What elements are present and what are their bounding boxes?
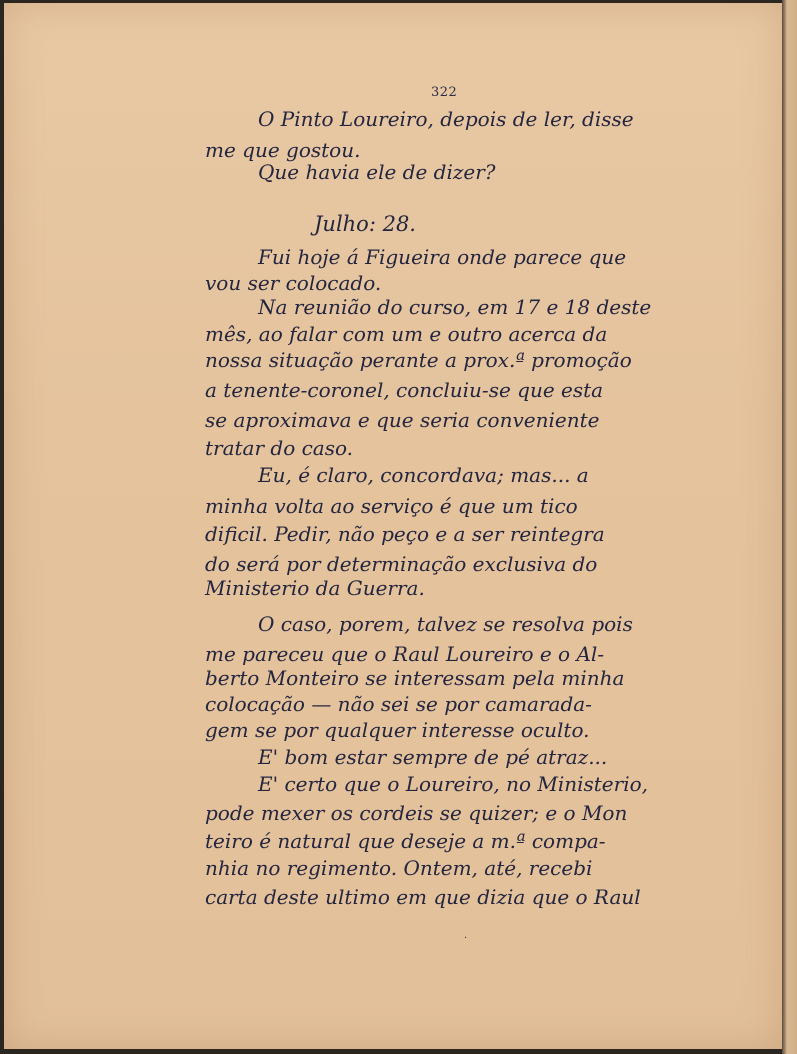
text-line: teiro é natural que deseje a m.ª compa- xyxy=(205,829,606,853)
text-line: O Pinto Loureiro, depois de ler, disse xyxy=(258,107,634,131)
text-line: vou ser colocado. xyxy=(205,271,382,295)
text-line: Eu, é claro, concordava; mas... a xyxy=(258,463,589,487)
text-line: carta deste ultimo em que dizia que o Raul xyxy=(205,885,641,909)
page-edge xyxy=(782,0,797,1054)
text-line: pode mexer os cordeis se quizer; e o Mon xyxy=(205,801,628,825)
text-line: Na reunião do curso, em 17 e 18 deste xyxy=(258,295,652,319)
text-line: berto Monteiro se interessam pela minha xyxy=(205,666,625,690)
text-line: nossa situação perante a prox.ª promoção xyxy=(205,348,632,372)
text-line: me que gostou. xyxy=(205,138,361,162)
text-line: E' bom estar sempre de pé atraz... xyxy=(258,745,608,769)
text-line: minha volta ao serviço é que um tico xyxy=(205,494,578,518)
text-line: O caso, porem, talvez se resolva pois xyxy=(258,612,633,636)
text-line: colocação — não sei se por camarada- xyxy=(205,692,592,716)
text-line: a tenente-coronel, concluiu-se que esta xyxy=(205,378,604,402)
ink-dot: · xyxy=(464,933,468,944)
text-line: Ministerio da Guerra. xyxy=(205,576,425,600)
text-line: dificil. Pedir, não peço e a ser reintegra xyxy=(205,522,605,546)
text-line: tratar do caso. xyxy=(205,436,354,460)
text-line: me pareceu que o Raul Loureiro e o Al- xyxy=(205,642,605,666)
text-line: nhia no regimento. Ontem, até, recebi xyxy=(205,856,593,880)
date-heading: Julho: 28. xyxy=(314,212,416,236)
text-line: gem se por qualquer interesse oculto. xyxy=(205,718,590,742)
text-line: do será por determinação exclusiva do xyxy=(205,552,598,576)
text-line: Que havia ele de dizer? xyxy=(258,160,496,184)
page-number: 322 xyxy=(431,85,458,100)
text-line: mês, ao falar com um e outro acerca da xyxy=(205,322,608,346)
text-line: E' certo que o Loureiro, no Ministerio, xyxy=(258,772,648,796)
notebook-page xyxy=(4,3,782,1049)
text-line: se aproximava e que seria conveniente xyxy=(205,408,600,432)
text-line: Fui hoje á Figueira onde parece que xyxy=(258,245,627,269)
